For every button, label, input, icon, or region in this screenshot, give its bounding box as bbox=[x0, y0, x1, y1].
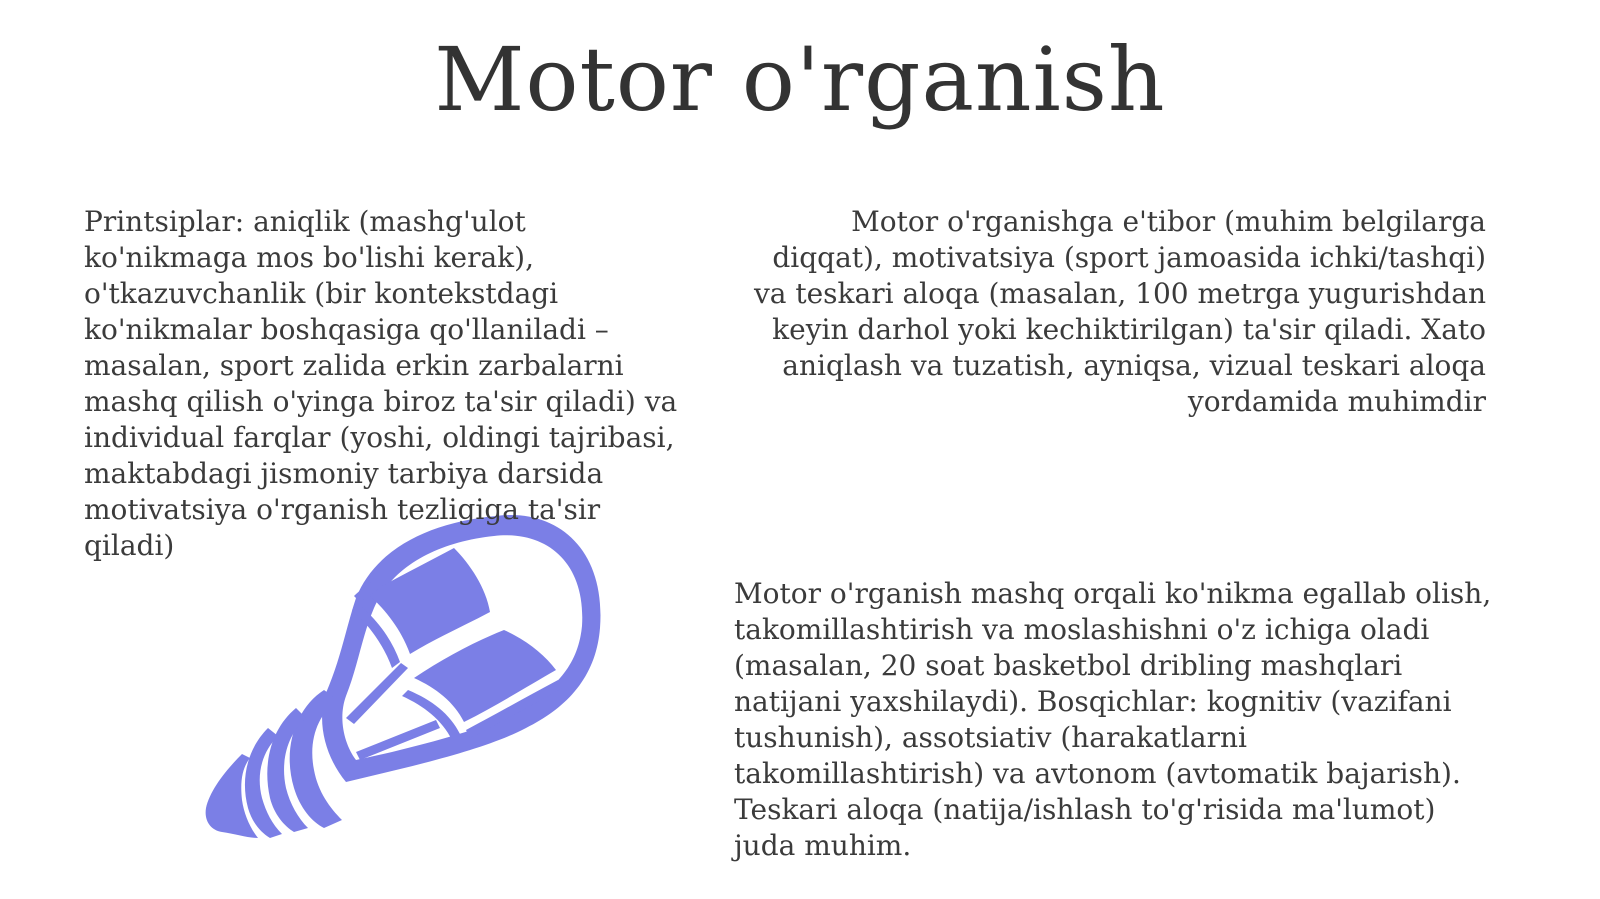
definition-stages-text: Motor o'rganish mashq orqali ko'nikma egallab olish, takomillashtirish va moslashishni o'z ichiga oladi (masalan, 20 soat basketbol dribling mashqlari natijani yaxshilaydi). Bosqichlar: kognitiv (vazifani tushunish), assotsiativ (harakatlarni takomillashtirish) va avtonom (avtomatik bajarish). Teskari aloqa (natija/ishlash to'g'risida ma'lumot) juda muhim. bbox=[734, 577, 1492, 862]
attention-feedback-text: Motor o'rganishga e'tibor (muhim belgilarga diqqat), motivatsiya (sport jamoasida ichki/tashqi) va teskari aloqa (masalan, 100 metrga yugurishdan keyin darhol yoki kechiktirilgan) ta'sir qiladi. Xato aniqlash va tuzatish, ayniqsa, vizual teskari aloqa yordamida muhimdir bbox=[753, 205, 1486, 418]
principles-text: Printsiplar: aniqlik (mashg'ulot ko'nikmaga mos bo'lishi kerak), o'tkazuvchanlik (bir kontekstdagi ko'nikmalar boshqasiga qo'llaniladi – masalan, sport zalida erkin zarbalarni mashq qilish o'yinga biroz ta'sir qiladi) va individual farqlar (yoshi, oldingi tajribasi, maktabdagi jismoniy tarbiya darsida motivatsiya o'rganish tezligiga ta'sir qiladi) bbox=[84, 205, 678, 562]
slide-title: Motor o'rganish bbox=[434, 28, 1166, 131]
